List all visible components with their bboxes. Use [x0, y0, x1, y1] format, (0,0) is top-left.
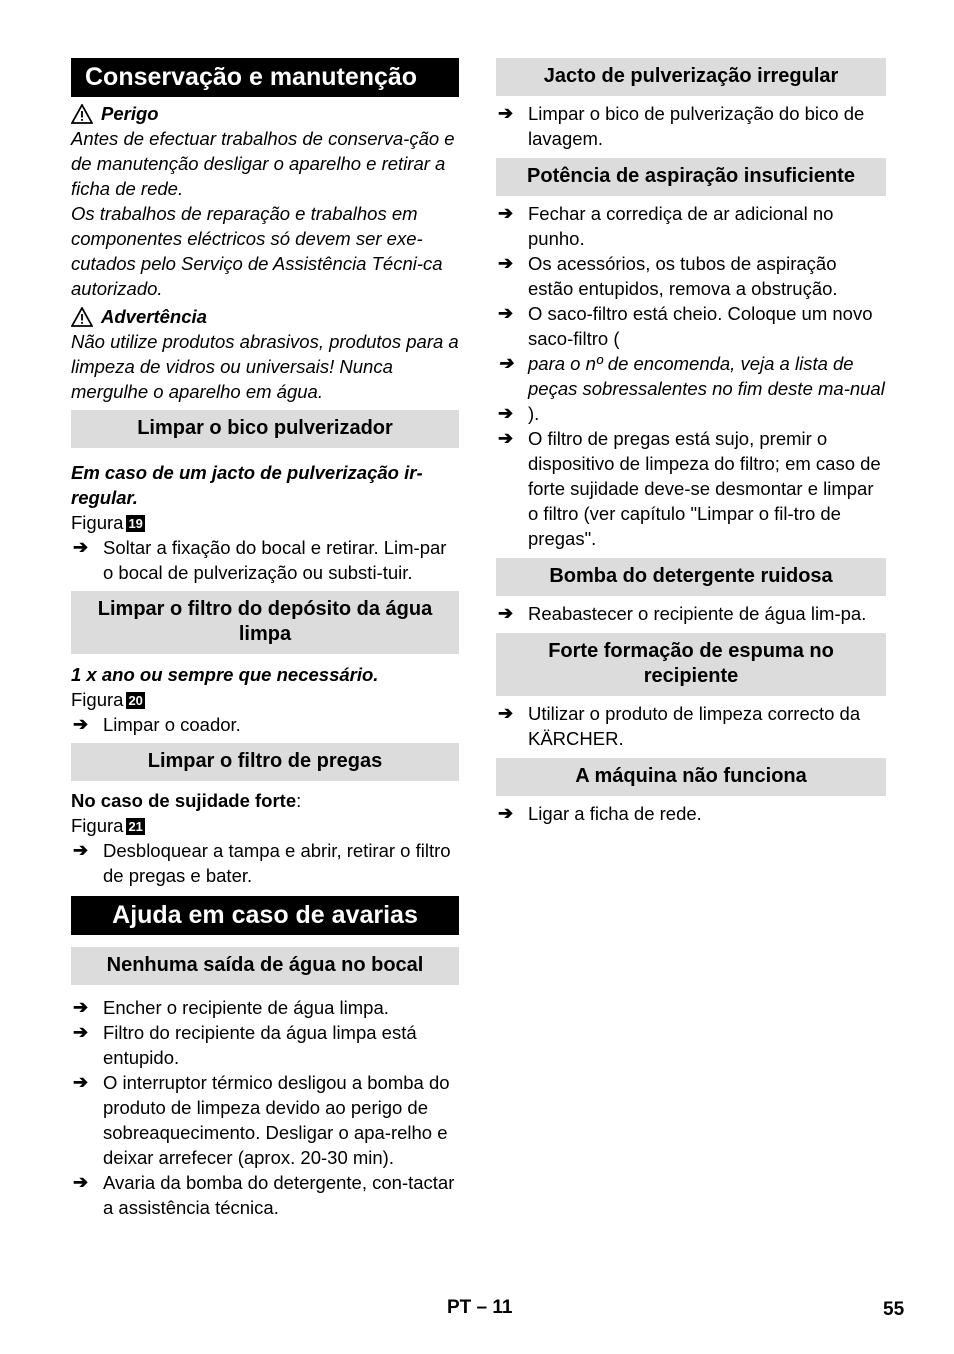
danger-text-2: Os trabalhos de reparação e trabalhos em componentes eléctricos só devem ser exe-cutados pelo Serviço de Assistência Técni-ca autorizado.	[71, 203, 443, 299]
figure-ref-20: Figura 20	[71, 689, 143, 710]
list-item: ➔ Filtro do recipiente da água limpa está entupido.	[73, 1022, 417, 1068]
nozzle-lead: Em caso de um jacto de pulverização ir-regular.	[71, 462, 423, 508]
arrow-right-icon: ➔	[498, 203, 514, 223]
list-item: ➔ Desbloquear a tampa e abrir, retirar o filtro de pregas e bater.	[73, 840, 451, 886]
list-item: ➔ Utilizar o produto de limpeza correcto da KÄRCHER.	[498, 703, 861, 749]
warning-triangle-icon	[71, 104, 93, 124]
list-item: ➔ Soltar a fixação do bocal e retirar. Lim-par o bocal de pulverização ou substi-tuir.	[73, 537, 447, 583]
subheading-suction-power: Potência de aspiração insuficiente	[496, 158, 886, 196]
arrow-right-icon: ➔	[73, 997, 89, 1017]
section-heading-troubleshooting: Ajuda em caso de avarias	[71, 896, 459, 935]
figure-ref-19: Figura 19	[71, 512, 143, 533]
water-filter-lead: 1 x ano ou sempre que necessário.	[71, 664, 379, 685]
figure-number: 19	[128, 516, 143, 531]
subheading-irregular-spray: Jacto de pulverização irregular	[496, 58, 886, 96]
arrow-right-icon: ➔	[498, 103, 514, 123]
footer-language-page: PT – 11	[447, 1297, 513, 1318]
figure-number: 20	[128, 693, 143, 708]
warning-triangle-icon	[71, 307, 93, 327]
list-item: ➔ Limpar o bico de pulverização do bico de lavagem.	[498, 103, 865, 149]
arrow-right-icon: ➔	[498, 353, 514, 373]
section-heading-maintenance: Conservação e manutenção	[71, 58, 459, 97]
subheading-no-water: Nenhuma saída de água no bocal	[71, 947, 459, 985]
footer-page-number: 55	[883, 1299, 905, 1320]
danger-title: Perigo	[101, 103, 159, 124]
arrow-right-icon: ➔	[73, 1072, 89, 1092]
subheading-nozzle: Limpar o bico pulverizador	[71, 410, 459, 448]
subheading-pleated-filter: Limpar o filtro de pregas	[71, 743, 459, 781]
arrow-right-icon: ➔	[498, 428, 514, 448]
arrow-right-icon: ➔	[498, 603, 514, 623]
danger-notice	[71, 101, 459, 126]
nozzle-list	[71, 535, 459, 585]
warning-title: Advertência	[101, 306, 207, 327]
subheading-foam: Forte formação de espuma no recipiente	[496, 633, 886, 696]
arrow-right-icon: ➔	[73, 1022, 89, 1042]
subheading-noisy-pump: Bomba do detergente ruidosa	[496, 558, 886, 596]
warning-text: Não utilize produtos abrasivos, produtos para a limpeza de vidros ou universais! Nunca mergulhe o aparelho em água.	[71, 331, 459, 402]
arrow-right-icon: ➔	[498, 253, 514, 273]
right-column	[496, 58, 886, 826]
warning-notice	[71, 304, 459, 329]
machine-not-working-list	[496, 801, 886, 826]
noisy-pump-list	[496, 601, 886, 626]
arrow-right-icon: ➔	[498, 403, 514, 423]
list-item: ➔ Encher o recipiente de água limpa.	[73, 997, 389, 1018]
foam-list	[496, 701, 886, 751]
figure-number: 21	[128, 819, 143, 834]
irregular-spray-list	[496, 101, 886, 151]
arrow-right-icon: ➔	[73, 537, 89, 557]
list-item: ➔ Fechar a corrediça de ar adicional no punho.	[498, 203, 834, 249]
arrow-right-icon: ➔	[498, 703, 514, 723]
pleated-filter-list	[71, 838, 459, 888]
subheading-machine-not-working: A máquina não funciona	[496, 758, 886, 796]
list-item: ➔ para o nº de encomenda, veja a lista de peças sobressalentes no fim deste ma-nual	[498, 353, 885, 399]
arrow-right-icon: ➔	[73, 840, 89, 860]
danger-text: Antes de efectuar trabalhos de conserva-ção e de manutenção desligar o aparelho e retirar a ficha de rede.	[71, 128, 455, 199]
arrow-right-icon: ➔	[73, 1172, 89, 1192]
list-item: ➔ O interruptor térmico desligou a bomba do produto de limpeza devido ao perigo de sobreaquecimento. Desligar o apa-relho e deixar arrefecer (aprox. 20-30 min).	[73, 1072, 450, 1168]
list-item: ➔ O filtro de pregas está sujo, premir o dispositivo de limpeza do filtro; em caso de forte sujidade deve-se desmontar e limpar o filtro (ver capítulo "Limpar o fil-tro de pregas".	[498, 428, 881, 549]
suction-power-list	[496, 201, 886, 551]
list-item: ➔ Limpar o coador.	[73, 714, 241, 735]
water-filter-list	[71, 712, 459, 737]
list-item: ➔ O saco-filtro está cheio. Coloque um novo saco-filtro (	[498, 303, 873, 349]
arrow-right-icon: ➔	[498, 803, 514, 823]
list-item: ➔ Ligar a ficha de rede.	[498, 803, 702, 824]
left-column	[71, 58, 459, 1220]
arrow-right-icon: ➔	[73, 714, 89, 734]
no-water-list	[71, 995, 459, 1220]
subheading-water-filter: Limpar o filtro do depósito da água limpa	[71, 591, 459, 654]
list-item: ➔ Os acessórios, os tubos de aspiração estão entupidos, remova a obstrução.	[498, 253, 838, 299]
pleated-filter-lead: No caso de sujidade forte:	[71, 790, 302, 811]
list-item: ➔ ).	[498, 403, 540, 424]
arrow-right-icon: ➔	[498, 303, 514, 323]
list-item: ➔ Reabastecer o recipiente de água lim-pa.	[498, 603, 867, 624]
figure-ref-21: Figura 21	[71, 815, 143, 836]
list-item: ➔ Avaria da bomba do detergente, con-tactar a assistência técnica.	[73, 1172, 455, 1218]
